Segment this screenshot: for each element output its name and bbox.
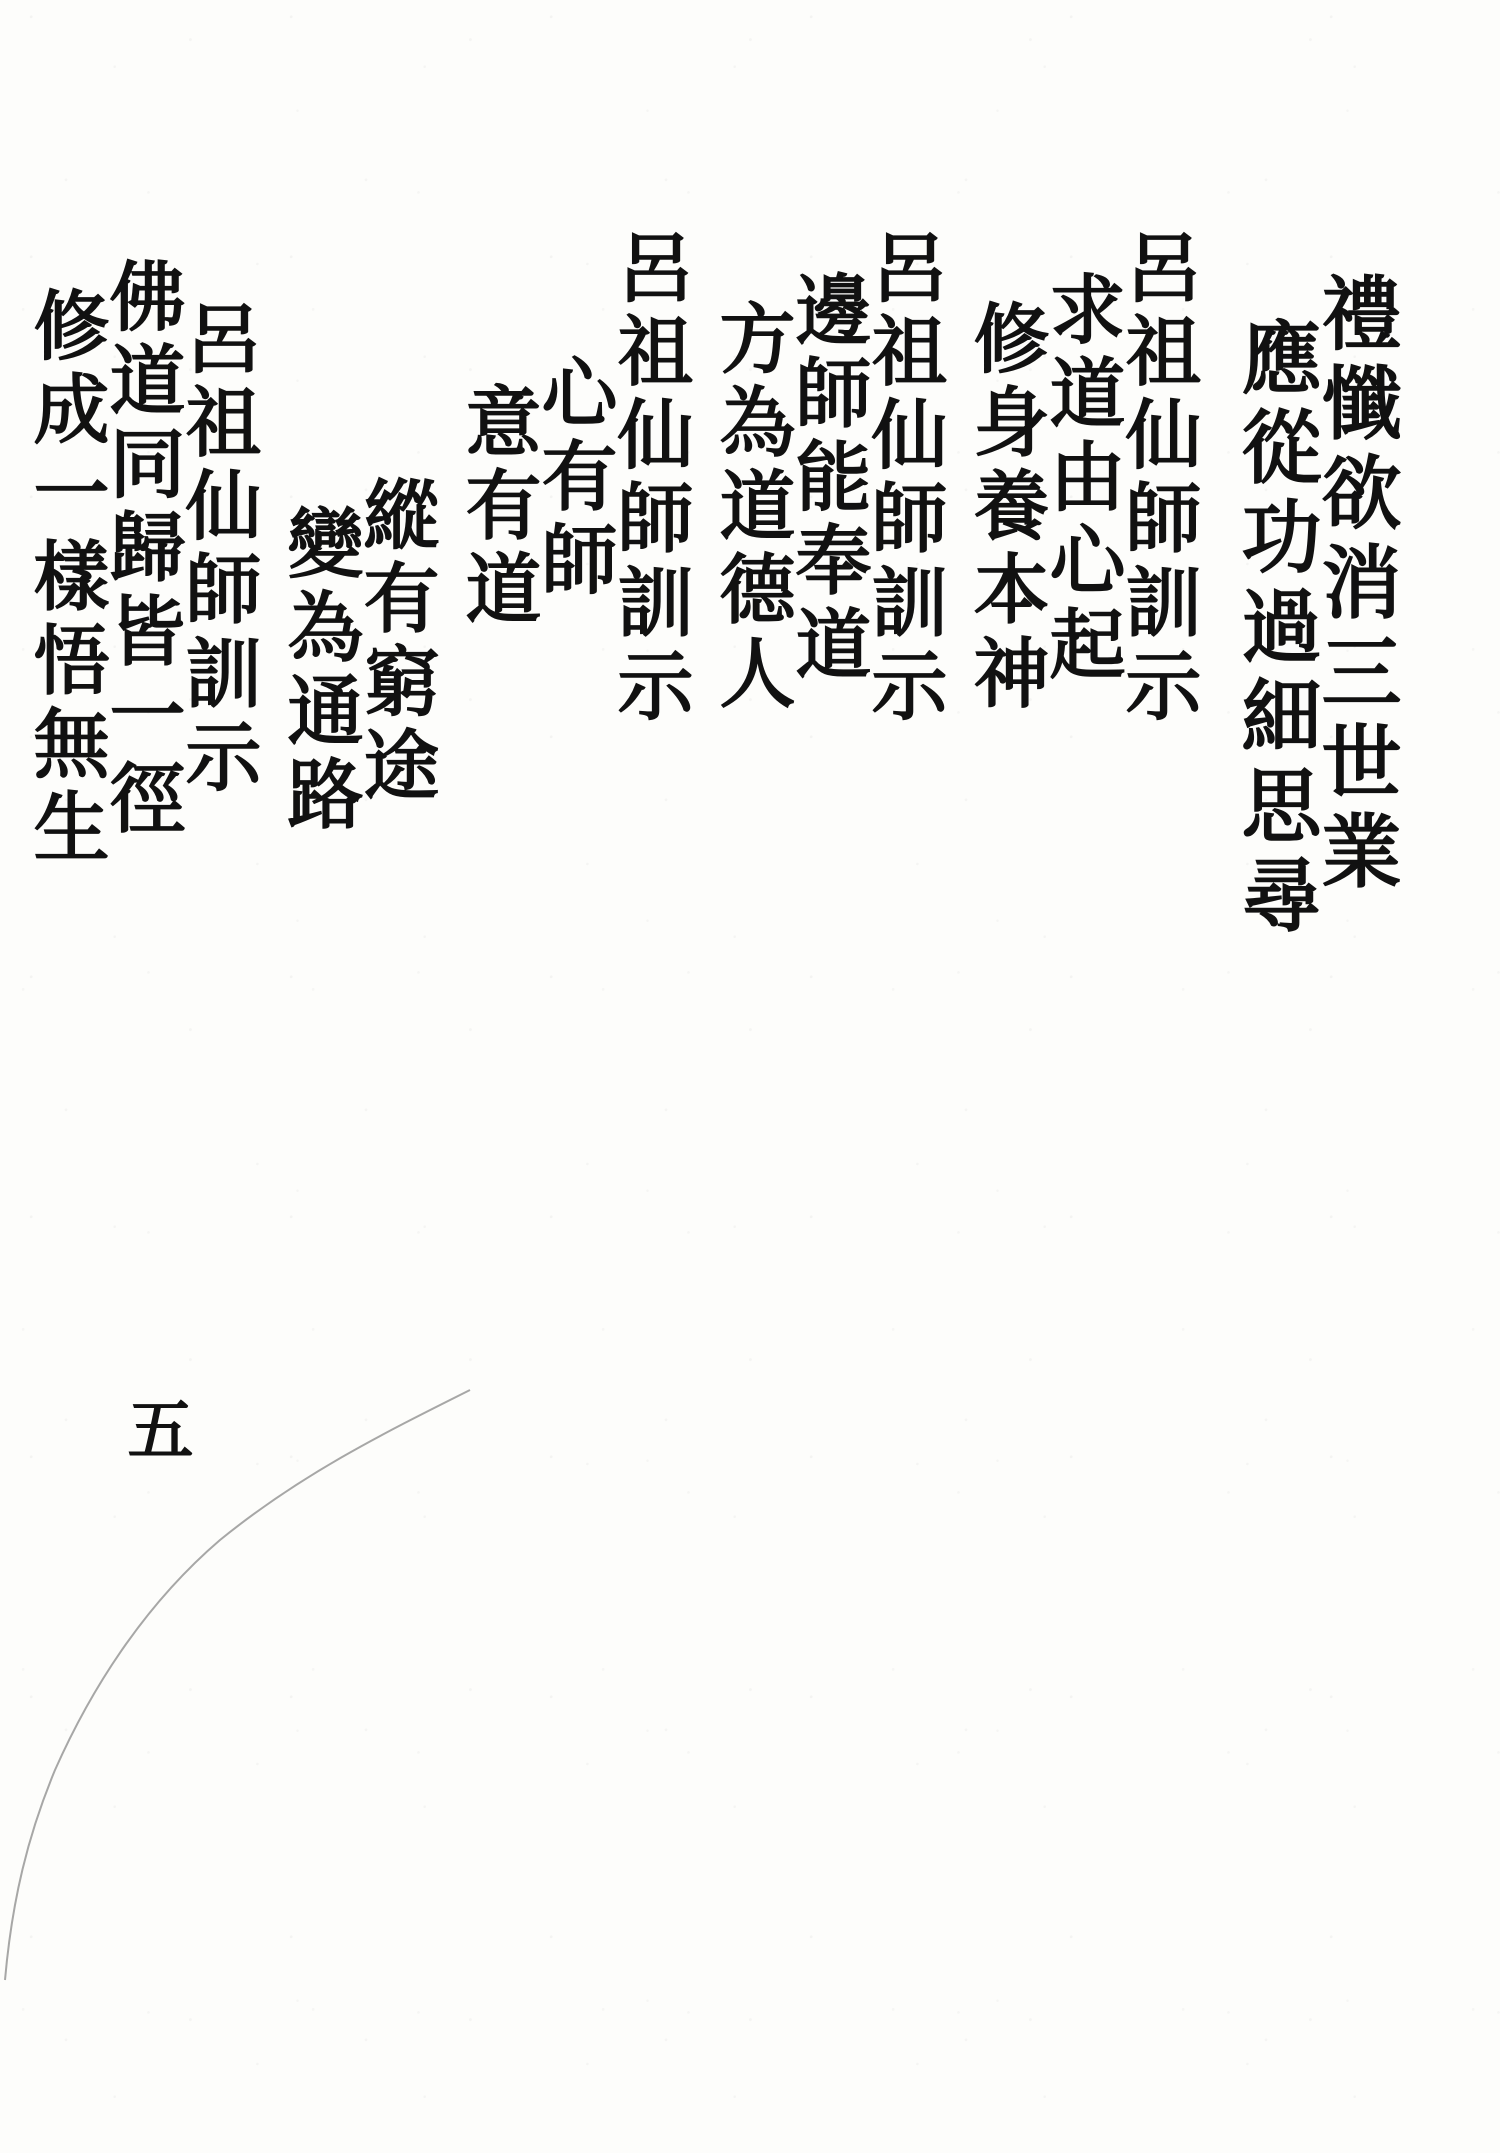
heading-line: 呂祖仙師訓示 [173, 298, 262, 801]
text-line: 縱有窮途 [351, 475, 440, 810]
text-column-5 [275, 446, 440, 839]
text-line: 求道由心起 [1037, 269, 1126, 688]
text-column-1 [1228, 228, 1402, 944]
vertical-text-block [21, 228, 1402, 2033]
text-line: 禮懺欲消三世業 [1308, 272, 1402, 900]
text-column-3 [707, 228, 948, 730]
text-line: 修身養本神 [961, 298, 1050, 717]
heading-line: 呂祖仙師訓示 [1113, 228, 1202, 730]
text-column-6 [21, 228, 262, 872]
text-line: 修成一樣悟無生 [21, 286, 110, 872]
text-line: 佛道同歸皆一徑 [97, 257, 186, 843]
text-line: 變為通路 [275, 504, 364, 839]
heading-line: 呂祖仙師訓示 [859, 228, 948, 730]
text-line: 心有師 [529, 353, 618, 605]
text-line: 邊師能奉道 [783, 269, 872, 688]
text-line: 應從功過細思尋 [1228, 316, 1322, 944]
text-column-4 [453, 228, 694, 730]
text-line: 意有道 [453, 382, 542, 634]
heading-line: 呂祖仙師訓示 [605, 228, 694, 730]
page-number: 五 [116, 1395, 194, 1461]
text-line: 方為道德人 [707, 298, 796, 717]
text-column-2 [961, 228, 1202, 730]
